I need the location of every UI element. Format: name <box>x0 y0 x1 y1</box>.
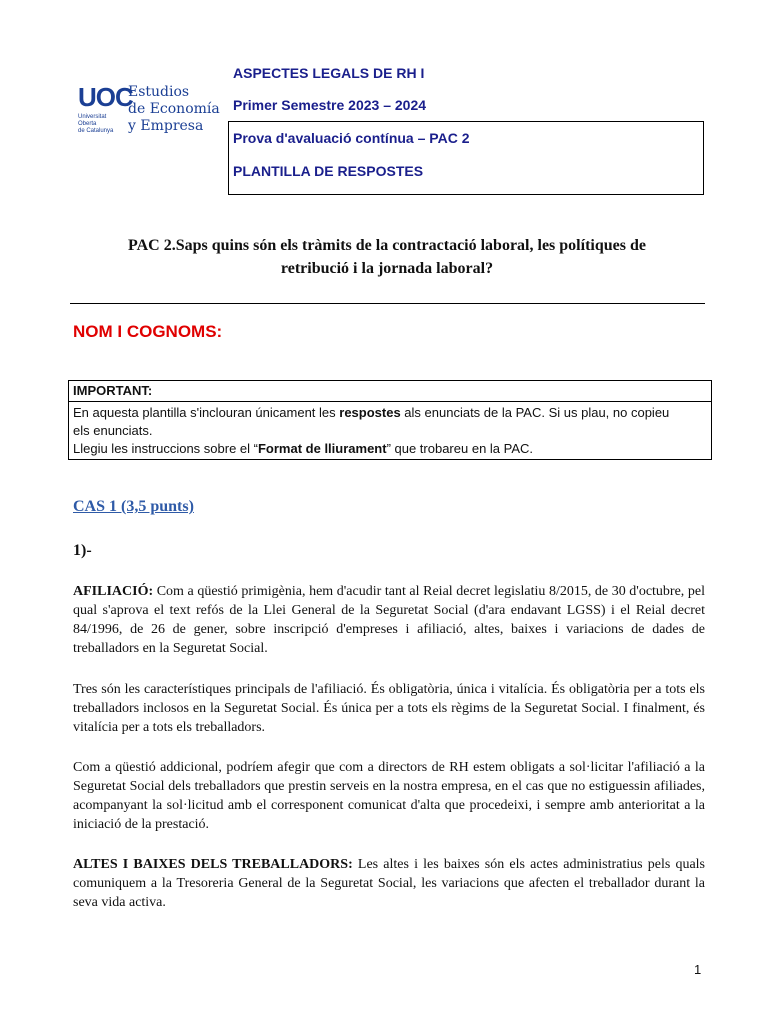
paragraph-text: Les altes i les baixes són els actes administratius pels quals comuniquem a la Tresoreria General de la Seguretat Social, les variacions que afecten el treballador durant la seva vida activa. <box>73 857 705 910</box>
name-label: NOM I COGNOMS: <box>73 322 223 341</box>
logo-mark: UOC <box>78 82 133 112</box>
important-heading: IMPORTANT: <box>69 381 711 402</box>
important-line: els enunciats. <box>73 423 153 438</box>
logo-text-line: de Economía <box>128 101 220 117</box>
page-title <box>70 234 704 280</box>
text: ” que trobareu en la PAC. <box>386 441 534 456</box>
test-label: Prova d'avaluació contínua – PAC 2 <box>233 130 470 146</box>
logo-text-line: Estudios <box>128 84 190 100</box>
important-line <box>73 440 707 458</box>
semester-label: Primer Semestre 2023 – 2024 <box>233 97 427 113</box>
logo-sub-line: Oberta <box>78 121 97 127</box>
question-number: 1)- <box>73 542 92 559</box>
text: En aquesta plantilla s'inclouran únicament les <box>73 405 340 420</box>
emphasis: Format de lliurament <box>257 441 387 456</box>
paragraph-altes-baixes <box>73 855 705 912</box>
page-number: 1 <box>694 962 702 977</box>
logo-faculty-name <box>128 84 220 135</box>
paragraph-lead: AFILIACIÓ: <box>73 584 154 599</box>
logo-sub-line: Universitat <box>78 114 107 120</box>
paragraph-questio-addicional: Com a qüestió addicional, podríem afegir que com a directors de RH estem obligats a sol·licitar l'afiliació a la Seguretat Social dels treballadors que prestin serveis en la nostra empresa, en el cas que no estiguessin afiliades, acompanyant la sol·licitud amb el corresponent comunicat d'alta que procedeixi, i sempre amb anterioritat a la iniciació de la prestació. <box>73 760 705 832</box>
title-line: retribució i la jornada laboral? <box>280 260 494 277</box>
text: Llegiu les instruccions sobre el “ <box>73 441 258 456</box>
important-line <box>73 404 707 422</box>
divider <box>70 303 705 304</box>
paragraph-lead: ALTES I BAIXES DELS TREBALLADORS: <box>73 857 353 872</box>
paragraph-text: Com a qüestió primigènia, hem d'acudir tant al Reial decret legislatiu 8/2015, de 30 d'octubre, pel qual s'aprova el text refós de la Llei General de la Seguretat Social (d'ara endavant LGSS) i el Reial decret 84/1996, de 26 de gener, sobre inscripció d'empreses i afiliació, altes, baixes i variacions de dades de treballadors en la Seguretat Social. <box>73 584 705 656</box>
paragraph-afiliacio <box>73 582 705 658</box>
title-line: PAC 2.Saps quins són els tràmits de la contractació laboral, les polítiques de <box>128 237 646 254</box>
text: als enunciats de la PAC. Si us plau, no copieu <box>400 405 670 420</box>
course-title: ASPECTES LEGALS DE RH I <box>233 65 425 81</box>
emphasis: respostes <box>339 405 401 420</box>
logo-text-line: y Empresa <box>128 118 204 134</box>
logo-sub-line: de Catalunya <box>78 128 114 134</box>
important-box <box>68 380 712 460</box>
paragraph-caracteristiques: Tres són les característiques principals de l'afiliació. És obligatòria, única i vitalícia. És obligatòria per a tots els treballadors inclosos en la Seguretat Social. És única per a tots els règims de la Seguretat Social. I finalment, és vitalícia per a tots els treballadors. <box>73 682 705 735</box>
case-heading: CAS 1 (3,5 punts) <box>73 498 194 515</box>
template-label: PLANTILLA DE RESPOSTES <box>233 163 424 179</box>
logo-university-name <box>78 114 113 135</box>
important-body <box>69 402 711 460</box>
uoc-logo <box>78 84 228 144</box>
